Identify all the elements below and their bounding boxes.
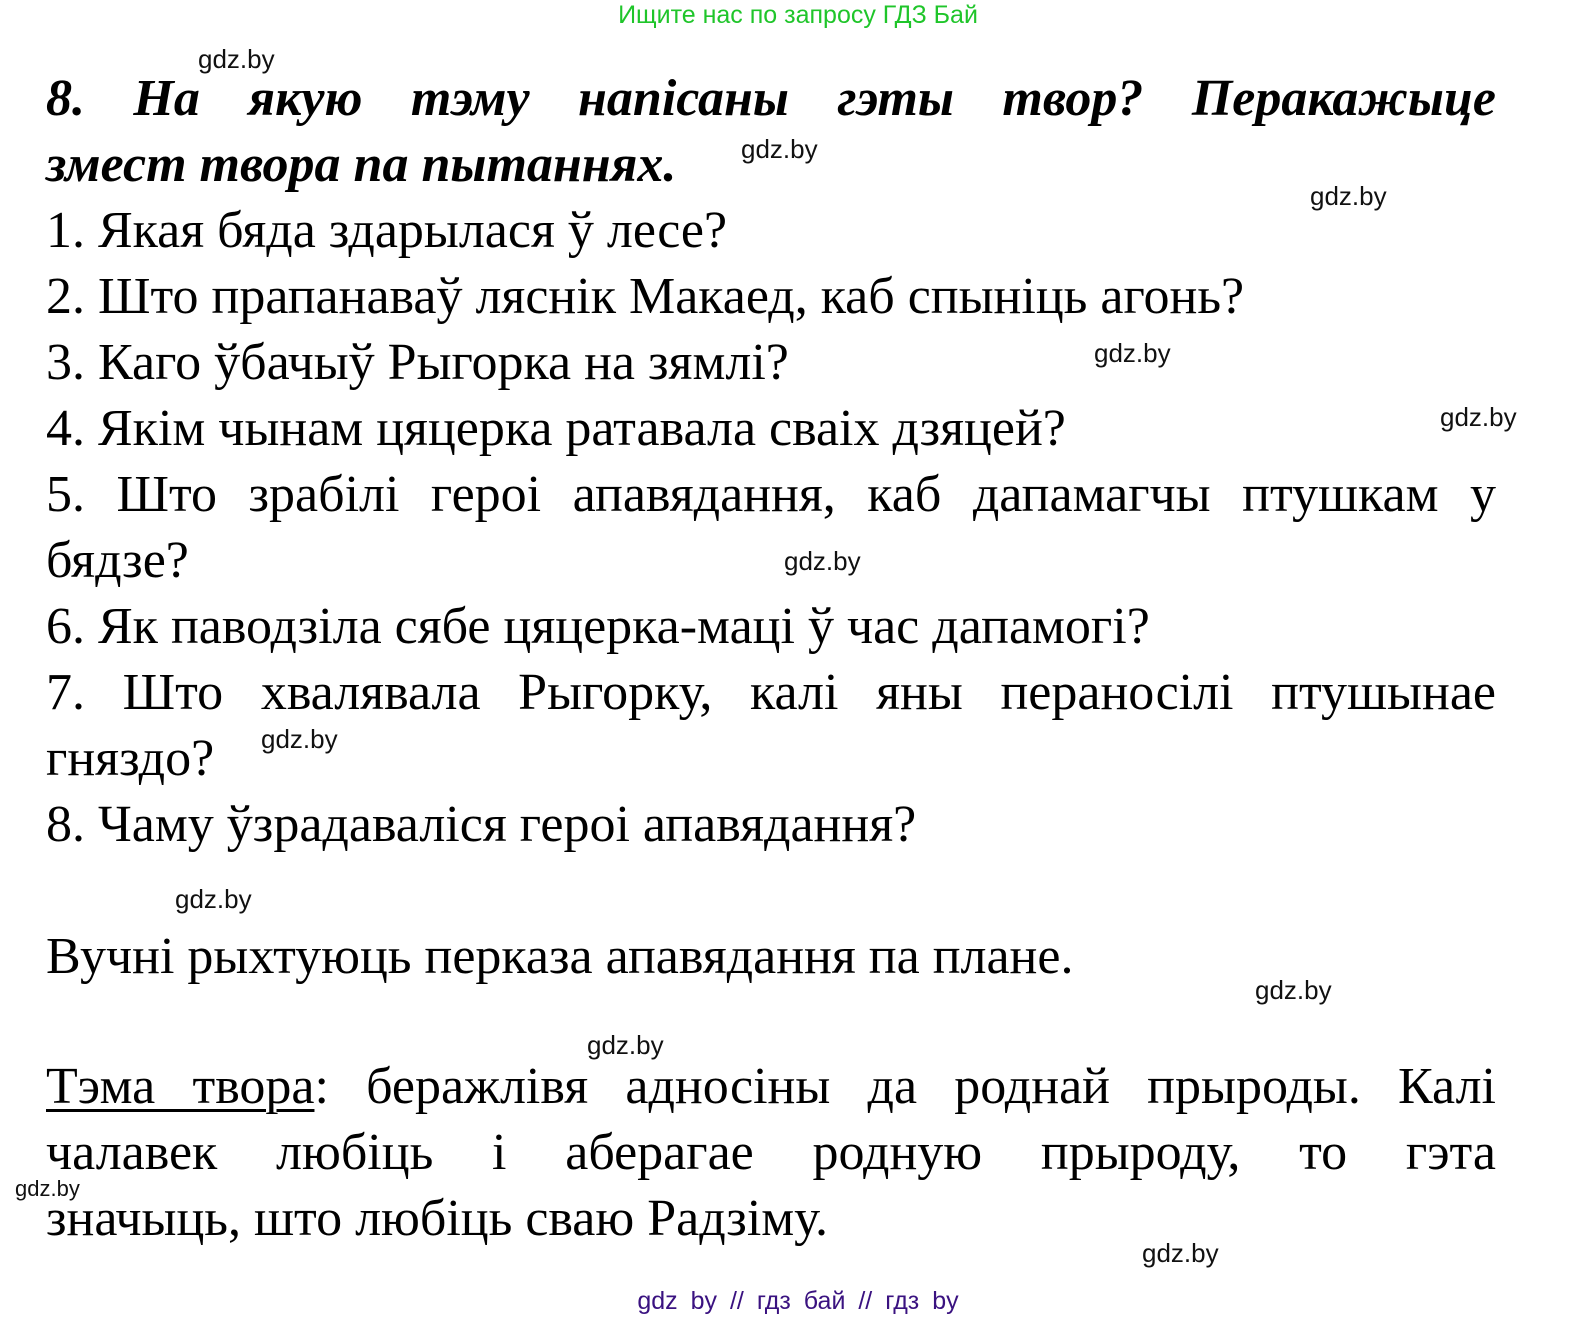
- watermark: gdz.by: [175, 884, 252, 914]
- watermark: gdz.by: [1255, 975, 1332, 1005]
- question-8: 8. Чаму ўзрадаваліся героі апавядання?: [46, 796, 917, 853]
- question-3: 3. Каго ўбачыў Рыгорка на зямлі?: [46, 334, 789, 391]
- question-4: 4. Якім чынам цяцерка ратавала сваіх дзяцей?: [46, 400, 1066, 457]
- question-2: 2. Што прапанаваў ляснік Макаед, каб спыніць агонь?: [46, 268, 1245, 325]
- top-banner: Ищите нас по запросу ГДЗ Бай: [618, 1, 978, 29]
- question-1: 1. Якая бяда здарылася ў лесе?: [46, 202, 728, 259]
- watermark: gdz.by: [198, 44, 275, 74]
- watermark: gdz.by: [1310, 181, 1387, 211]
- watermark: gdz.by: [15, 1176, 80, 1201]
- watermark: gdz.by: [1094, 338, 1171, 368]
- watermark: gdz.by: [261, 724, 338, 754]
- watermark: gdz.by: [1440, 402, 1517, 432]
- question-5-cont: бядзе?: [46, 532, 189, 589]
- question-6: 6. Як паводзіла сябе цяцерка-маці ў час дапамогі?: [46, 598, 1150, 655]
- question-5: 5. Што зрабілі героі апавядання, каб дапамагчы птушкам у: [46, 466, 1496, 523]
- theme-line-2: чалавек любіць і аберагае родную прыроду, то гэта: [46, 1124, 1496, 1181]
- watermark: gdz.by: [1142, 1238, 1219, 1268]
- theme-line-3: значыць, што любіць сваю Радзіму.: [46, 1190, 828, 1247]
- exercise-heading-line-1: 8. На якую тэму напісаны гэты твор? Перакажыце: [46, 70, 1496, 127]
- watermark: gdz.by: [587, 1030, 664, 1060]
- watermark: gdz.by: [784, 546, 861, 576]
- footer-banner: gdz by // гдз бай // гдз by: [637, 1287, 959, 1315]
- question-7: 7. Што хвалявала Рыгорку, калі яны пераносілі птушынае: [46, 664, 1496, 721]
- theme-line-1: [46, 1054, 1496, 1120]
- exercise-heading-line-2: змест твора па пытаннях.: [46, 136, 677, 193]
- watermark: gdz.by: [741, 134, 818, 164]
- theme-label: Тэма твора: [46, 1058, 315, 1115]
- instruction-text: Вучні рыхтуюць перказа апавядання па плане.: [46, 928, 1074, 985]
- question-7-cont: гняздо?: [46, 730, 215, 787]
- theme-text: : беражлівя адносіны да роднай прыроды. Калі: [314, 1058, 1496, 1115]
